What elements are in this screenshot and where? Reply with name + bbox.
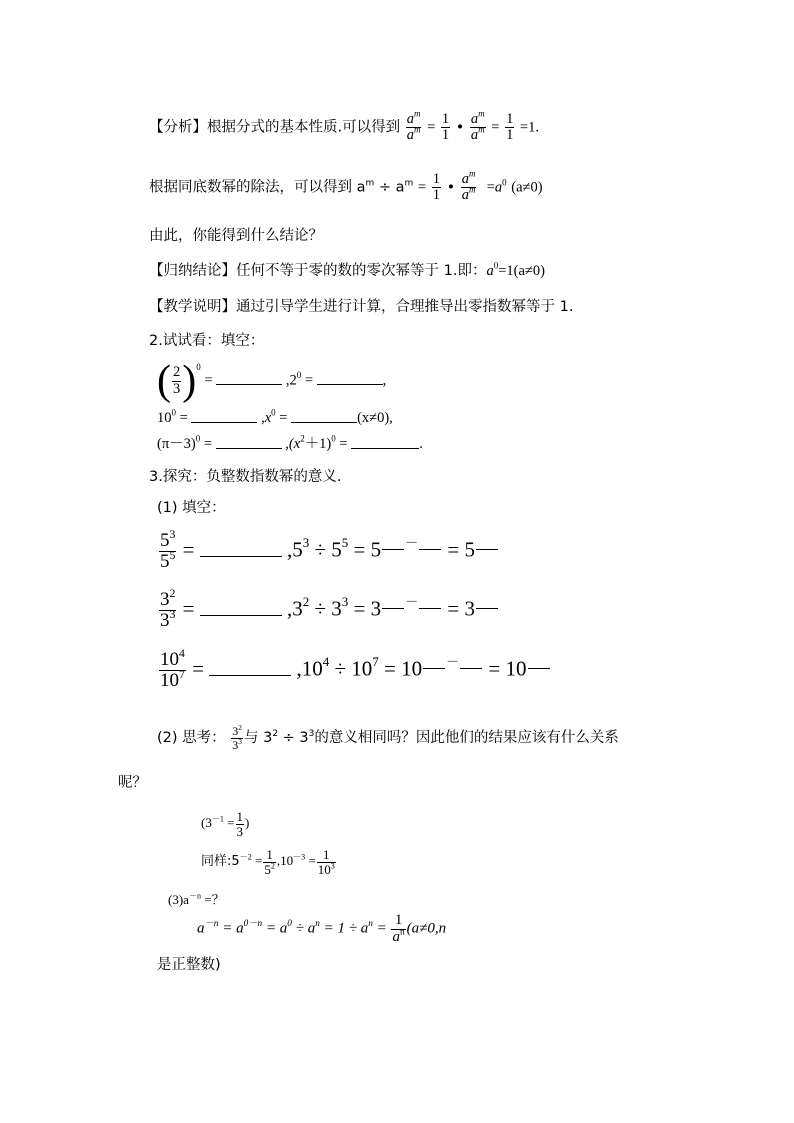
explore-row-3: $\frac{10^4}{10^7}$ = $,10^4 \div 10^7 = 10$ － = 10 <box>158 650 551 691</box>
think-line: (2) 思考： $\frac{3^2}{3^3}$ 与 $3^2 \div 3^3$的意义相同吗？因此他们的结果应该有什么关系 <box>157 722 619 752</box>
question-3: $(3)a^{-n}$ =？ <box>168 891 225 907</box>
teaching-note: 【教学说明】通过引导学生进行计算，合理推导出零指数幂等于 1. <box>149 299 574 315</box>
explore-fill: (1) 填空： <box>157 500 226 516</box>
try-title: 2.试试看：填空： <box>149 333 265 349</box>
try-row-2: $10^0 = ,x^0 = (x\ne 0)$, <box>157 407 393 426</box>
derivation-line: $a^{-n} = a^{0-n} = a^0 \div a^n = 1 \div a^n$ = $\frac{1}{a^n}$ (a≠0,n <box>197 912 447 945</box>
analysis-line: 【分析】根据分式的基本性质.可以得到 $\frac{a^m}{a^m}$ = $\frac{1}{1}$ • $\frac{a^m}{a^m}$ = $\frac{1}{1}$ =1. <box>149 108 539 144</box>
blank-6[interactable] <box>351 448 419 449</box>
blank-5[interactable] <box>216 448 282 449</box>
fraction-a-m-over-a-m: $\frac{a^m}{a^m}$ <box>406 108 421 144</box>
blank-4[interactable] <box>291 422 357 423</box>
division-line: 根据同底数幂的除法，可以得到 $a^m \div a^m$ = $\frac{1}{1}$ • $\frac{a^m}{a^m}$ $=a^0$ (a≠0) <box>149 168 543 204</box>
explore-row-2: $\frac{3^2}{3^3}$ = $,3^2 \div 3^3 = 3$ － = 3 <box>158 590 499 631</box>
conclusion-line: 【归纳结论】任何不等于零的数的零次幂等于 1.即：$a^0=1(a\ne 0)$ <box>149 260 545 279</box>
question-line: 由此，你能得到什么结论？ <box>149 228 323 244</box>
blank-8[interactable] <box>200 615 282 616</box>
fraction-a-m-over-a-m-3: $\frac{a^m}{a^m}$ <box>461 168 476 204</box>
blank-3[interactable] <box>191 422 257 423</box>
fraction-one-over-one-3: $\frac{1}{1}$ <box>432 171 440 204</box>
fraction-a-m-over-a-m-2: $\frac{a^m}{a^m}$ <box>470 108 485 144</box>
example-1: ($3^{-1}$ = $\frac{1}{3}$ ) <box>201 809 250 839</box>
try-row-1: ( $\frac{2}{3}$ )$^0 = ,2^0$ = , <box>157 358 387 404</box>
blank-7[interactable] <box>200 556 282 557</box>
blank-9[interactable] <box>209 675 291 676</box>
analysis-lead: 【分析】根据分式的基本性质.可以得到 <box>149 119 401 136</box>
think-continuation: 呢？ <box>118 775 147 791</box>
blank-1[interactable] <box>216 384 282 385</box>
explore-row-1: $\frac{5^3}{5^5}$ = $,5^3 \div 5^5 = 5$ － = 5 <box>158 531 499 572</box>
fraction-one-over-one: $\frac{1}{1}$ <box>441 111 450 144</box>
explore-title: 3.探究：负整数指数幂的意义. <box>149 469 342 485</box>
try-row-3: $(\pi-3)^0 = ,(x^2+1)^0$ = . <box>157 433 423 452</box>
blank-2[interactable] <box>317 384 383 385</box>
example-2: 同样$:5^{-2}$ = $\frac{1}{5^2}$ $,10^{-3}$ = $\frac{1}{10^3}$ <box>201 847 335 877</box>
fraction-one-over-one-2: $\frac{1}{1}$ <box>506 111 514 144</box>
fraction-two-thirds: $\frac{2}{3}$ <box>173 364 181 397</box>
derivation-continuation: 是正整数) <box>157 957 221 973</box>
